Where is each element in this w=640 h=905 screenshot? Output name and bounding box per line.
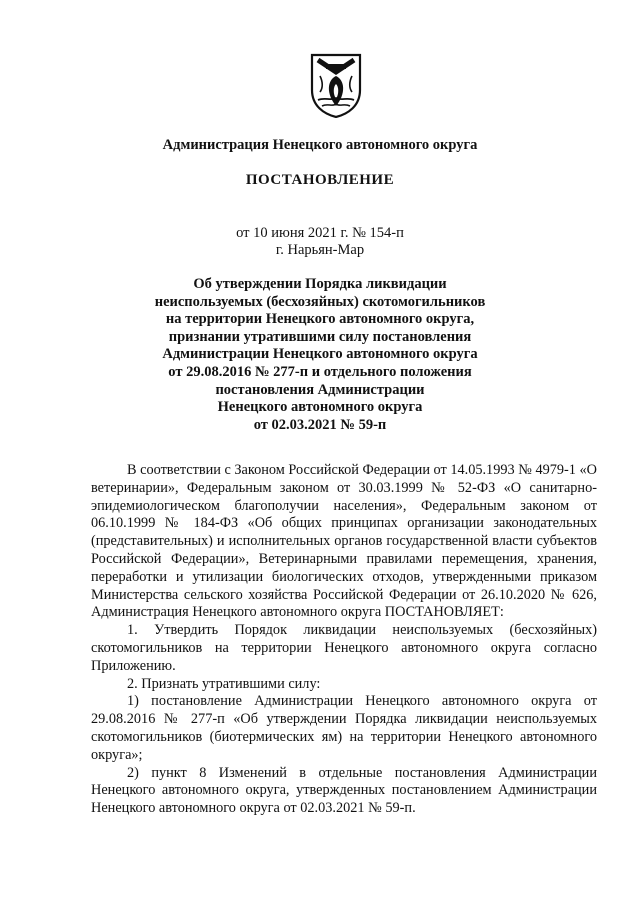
document-title — [0, 276, 640, 434]
title-line: от 29.08.2016 № 277-п и отдельного положения — [168, 363, 472, 380]
document-place: г. Нарьян-Мар — [275, 242, 365, 258]
item-2-1-paragraph: 1) постановление Администрации Ненецкого автономного округа от 29.08.2016 № 277-п «Об утверждении Порядка ликвидации неиспользуемых скотомогильников (биотермических ям) на территории Ненецкого автономного округа»; — [91, 693, 597, 763]
organization-name: Администрация Ненецкого автономного округа — [162, 137, 478, 153]
title-line: Администрации Ненецкого автономного округа — [162, 346, 478, 363]
item-1-paragraph: 1. Утвердить Порядок ликвидации неиспользуемых (бесхозяйных) скотомогильников на территории Ненецкого автономного округа согласно Приложению. — [91, 622, 597, 674]
title-line: неиспользуемых (бесхозяйных) скотомогильников — [154, 293, 486, 310]
title-line: признании утратившими силу постановления — [168, 328, 472, 345]
item-2-paragraph: 2. Признать утратившими силу: — [127, 675, 321, 692]
document-type: ПОСТАНОВЛЕНИЕ — [245, 172, 395, 188]
preamble-paragraph: В соответствии с Законом Российской Федерации от 14.05.1993 № 4979-1 «О ветеринарии», Федеральным законом от 30.03.1999 № 52-ФЗ «О санитарно-эпидемиологическом благополучии населения», Федеральным законом от 06.10.1999 № 184-ФЗ «Об общих принципах организации законодательных (представительных) и исполнительных органов государственной власти субъектов Российской Федерации», Ветеринарными правилами перемещения, хранения, переработки и утилизации биологических отходов, утвержденными приказом Министерства сельского хозяйства Российской Федерации от 26.10.2020 № 626, Администрация Ненецкого автономного округа ПОСТАНОВЛЯЕТ: — [91, 462, 597, 621]
coat-of-arms-icon — [308, 52, 364, 118]
title-line: на территории Ненецкого автономного округа, — [165, 311, 475, 328]
title-line: Об утверждении Порядка ликвидации — [193, 276, 447, 292]
item-2-2-paragraph: 2) пункт 8 Изменений в отдельные постановления Администрации Ненецкого автономного округа, утвержденных постановлением Администрации Ненецкого автономного округа от 02.03.2021 № 59-п. — [91, 764, 597, 817]
document-date-number: от 10 июня 2021 г. № 154-п — [236, 225, 404, 241]
title-line: Ненецкого автономного округа — [217, 399, 423, 416]
title-line: от 02.03.2021 № 59-п — [253, 416, 387, 433]
title-line: постановления Администрации — [215, 381, 425, 398]
document-body — [91, 462, 597, 818]
document-meta — [0, 225, 640, 259]
